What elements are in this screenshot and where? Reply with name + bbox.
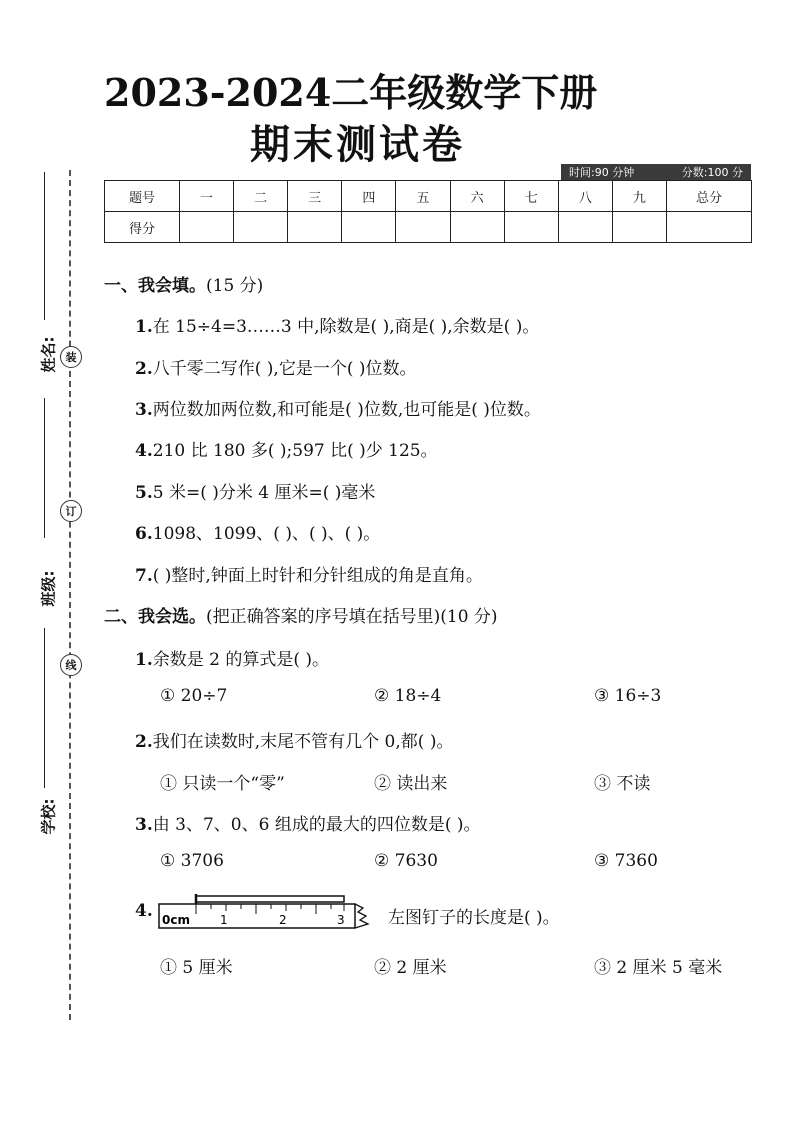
question-text: 由 3、7、0、6 组成的最大的四位数是( )。	[152, 815, 481, 835]
score-cell[interactable]	[396, 212, 450, 243]
school-label: 学校:	[39, 798, 58, 835]
section2-score: (把正确答案的序号填在括号里)(10 分)	[206, 607, 498, 627]
score-cell[interactable]	[450, 212, 504, 243]
score-cell[interactable]	[234, 212, 288, 243]
option-b[interactable]: ② 读出来	[374, 774, 448, 794]
section1-title: 一、我会填。	[104, 276, 206, 296]
name-write-line[interactable]	[44, 172, 45, 320]
section2-heading	[104, 602, 498, 627]
score-cell[interactable]	[612, 212, 666, 243]
option-c[interactable]: ③ 16÷3	[594, 686, 662, 706]
nail-shaft	[196, 896, 344, 902]
col-header: 一	[180, 181, 234, 212]
question-number: 4.	[135, 441, 153, 461]
question-number: 1.	[135, 317, 153, 337]
binding-char-zhuang: 装	[60, 346, 82, 368]
question-1-4	[135, 436, 438, 461]
score-cell[interactable]	[288, 212, 342, 243]
option-b[interactable]: ② 7630	[374, 851, 438, 871]
col-header: 八	[558, 181, 612, 212]
score-cell[interactable]	[667, 212, 752, 243]
question-text: 5 米=( )分米 4 厘米=( )毫米	[152, 483, 376, 503]
exam-title-line2: 期末测试卷	[250, 122, 465, 168]
ruler-label-1: 1	[220, 913, 228, 927]
total-score: 分数:100 分	[681, 166, 743, 179]
question-1-6	[135, 519, 380, 544]
question-2-4-text: 左图钉子的长度是( )。	[388, 908, 560, 928]
col-header: 四	[342, 181, 396, 212]
question-number: 2.	[135, 359, 153, 379]
section2-title: 二、我会选。	[104, 607, 206, 627]
question-text: 1098、1099、( )、( )、( )。	[152, 524, 381, 544]
question-1-5	[135, 478, 375, 503]
score-cell[interactable]	[558, 212, 612, 243]
option-a[interactable]: ① 5 厘米	[160, 958, 233, 978]
question-1-3	[135, 395, 541, 420]
class-write-line[interactable]	[44, 398, 45, 538]
option-c[interactable]: ③ 不读	[594, 774, 651, 794]
exam-title-line1: 2023-2024二年级数学下册	[104, 70, 598, 115]
question-number: 6.	[135, 524, 153, 544]
binding-char-ding: 订	[60, 500, 82, 522]
score-cell[interactable]	[180, 212, 234, 243]
question-text: 210 比 180 多( );597 比( )少 125。	[152, 441, 438, 461]
question-number: 7.	[135, 566, 153, 586]
option-a[interactable]: ① 20÷7	[160, 686, 228, 706]
option-a[interactable]: ① 3706	[160, 851, 224, 871]
option-c[interactable]: ③ 7360	[594, 851, 658, 871]
question-2-1	[135, 645, 329, 670]
exam-info-bar	[561, 164, 751, 180]
class-label: 班级:	[39, 570, 58, 607]
score-cell[interactable]	[504, 212, 558, 243]
col-header: 二	[234, 181, 288, 212]
question-number: 1.	[135, 650, 153, 670]
question-number: 5.	[135, 483, 153, 503]
question-number: 3.	[135, 400, 153, 420]
score-table-header-row	[105, 181, 752, 212]
question-1-2	[135, 354, 417, 379]
binding-dashed-line	[69, 170, 71, 1020]
question-2-4-number	[135, 901, 153, 921]
question-text: 八千零二写作( ),它是一个( )位数。	[152, 359, 417, 379]
option-b[interactable]: ② 18÷4	[374, 686, 442, 706]
col-header: 五	[396, 181, 450, 212]
question-2-2	[135, 727, 453, 752]
ruler-label-0: 0cm	[162, 913, 190, 927]
row-label: 得分	[105, 212, 180, 243]
option-c[interactable]: ③ 2 厘米 5 毫米	[594, 958, 723, 978]
row-label: 题号	[105, 181, 180, 212]
question-number: 3.	[135, 815, 153, 835]
ruler-label-2: 2	[279, 913, 287, 927]
school-write-line[interactable]	[44, 628, 45, 788]
col-header: 总分	[667, 181, 752, 212]
question-2-3	[135, 810, 481, 835]
col-header: 九	[612, 181, 666, 212]
ruler-break-mark	[355, 904, 368, 928]
ruler-label-3: 3	[337, 913, 345, 927]
col-header: 七	[504, 181, 558, 212]
binding-char-xian: 线	[60, 654, 82, 676]
question-text: 在 15÷4=3……3 中,除数是( ),商是( ),余数是( )。	[152, 317, 540, 337]
question-text: ( )整时,钟面上时针和分针组成的角是直角。	[152, 566, 483, 586]
score-table	[104, 180, 752, 243]
option-b[interactable]: ② 2 厘米	[374, 958, 447, 978]
score-table-score-row	[105, 212, 752, 243]
score-cell[interactable]	[342, 212, 396, 243]
option-a[interactable]: ① 只读一个“零”	[160, 774, 285, 794]
col-header: 六	[450, 181, 504, 212]
question-text: 我们在读数时,末尾不管有几个 0,都( )。	[152, 732, 454, 752]
name-label: 姓名:	[39, 336, 58, 373]
ruler-illustration	[158, 894, 378, 930]
question-number: 2.	[135, 732, 153, 752]
question-text: 两位数加两位数,和可能是( )位数,也可能是( )位数。	[152, 400, 541, 420]
col-header: 三	[288, 181, 342, 212]
section1-score: (15 分)	[206, 276, 264, 296]
question-number: 4.	[135, 901, 153, 921]
question-1-1	[135, 312, 539, 337]
time-limit: 时间:90 分钟	[569, 166, 635, 179]
question-text: 余数是 2 的算式是( )。	[152, 650, 330, 670]
question-1-7	[135, 561, 483, 586]
section1-heading	[104, 271, 263, 296]
ruler-figure	[158, 894, 378, 930]
